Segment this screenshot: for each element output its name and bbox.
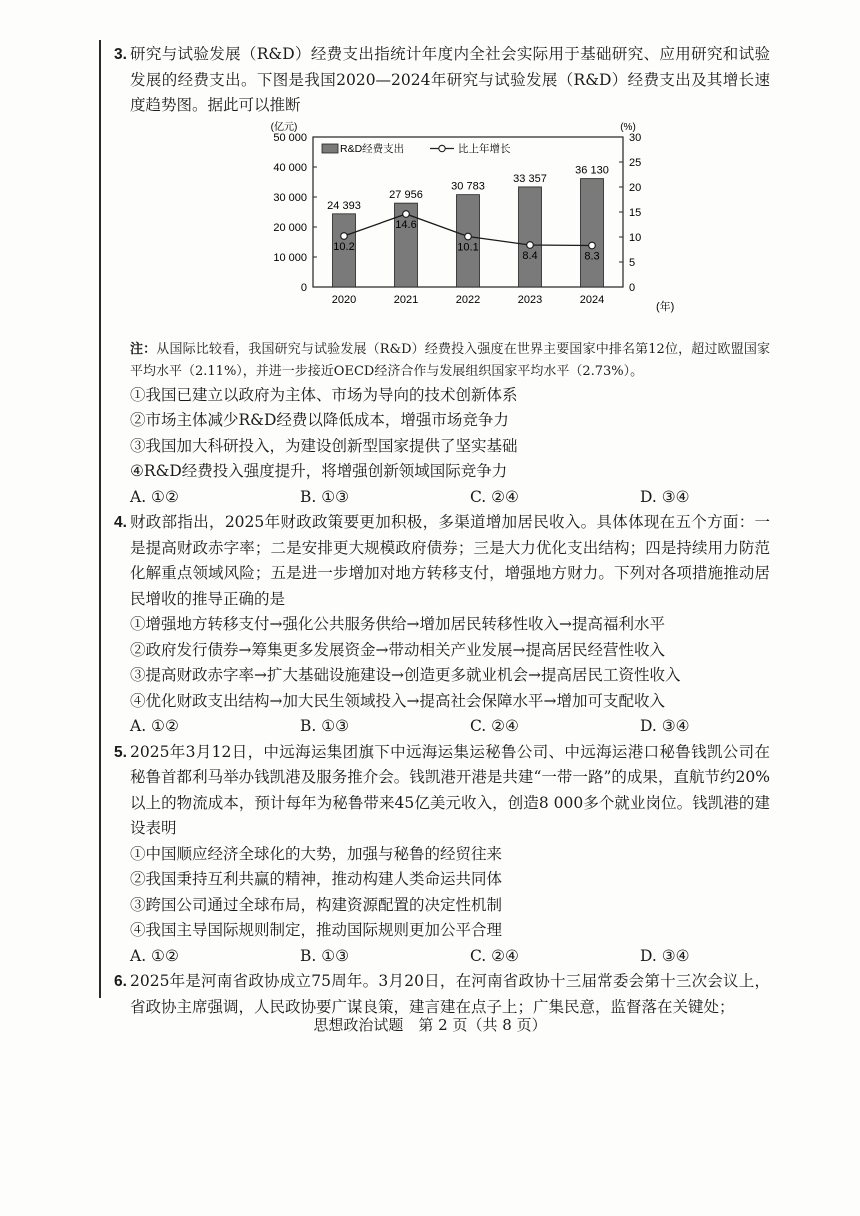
question-stem: 财政部指出，2025年财政政策要更加积极，多渠道增加居民收入。具体体现在五个方面：一是提高财政赤字率；二是安排更大规模政府债券；三是大力优化支出结构；四是持续用力防范化解重点领域风险；五是进一步增加对地方转移支付，增强地方财力。下列对各项措施推动居民增收的推导正确的是 — [130, 513, 770, 608]
option-4: ④我国主导国际规则制定，推动国际规则更加公平合理 — [130, 921, 503, 939]
answer-choices — [130, 714, 770, 740]
choice-c: C. ②④ — [470, 946, 519, 965]
question-3 — [114, 42, 770, 510]
x-tick-label: 2024 — [579, 293, 605, 306]
bar — [581, 178, 604, 286]
choice-b: B. ①③ — [300, 946, 350, 965]
question-number: 4. — [114, 514, 127, 531]
choice-c: C. ②④ — [470, 487, 519, 506]
note-text: 从国际比较看，我国研究与试验发展（R&D）经费投入强度在世界主要国家中排名第12位，超过欧盟国家平均水平（2.11%），并进一步接近OECD经济合作与发展组织国家平均水平（2.73%）。 — [130, 341, 770, 379]
option-1: ①我国已建立以政府为主体、市场为导向的技术创新体系 — [130, 385, 518, 404]
answer-choices — [130, 485, 770, 511]
x-tick-label: 2023 — [517, 293, 543, 306]
y-right-tick-label: 15 — [629, 206, 642, 219]
question-4 — [114, 510, 770, 740]
y-right-tick-label: 5 — [629, 256, 636, 269]
y-left-tick-label: 50 000 — [273, 131, 307, 144]
growth-value-label: 8.4 — [522, 249, 538, 262]
x-tick-label: 2020 — [331, 293, 357, 306]
page-footer: 思想政治试题 第 2 页（共 8 页） — [313, 1016, 547, 1034]
growth-value-label: 10.1 — [457, 241, 479, 253]
y-right-tick-label: 20 — [629, 181, 642, 194]
choice-b: B. ①③ — [300, 717, 350, 735]
option-4: ④优化财政支出结构→加大民生领域投入→提高社会保障水平→增加可支配收入 — [130, 691, 665, 710]
y-right-unit: (%) — [620, 121, 636, 133]
bar-value-label: 33 357 — [513, 172, 547, 185]
choice-a: A. ①② — [130, 946, 179, 965]
y-left-unit: (亿元) — [270, 121, 298, 133]
question-stem: 2025年3月12日，中远海运集团旗下中远海运集运秘鲁公司、中远海运港口秘鲁钱凯公司在秘鲁首都利马举办钱凯港及服务推介会。钱凯港开港是共建“一带一路”的成果，直航节约20%以上的物流成本，预计每年为秘鲁带来45亿美元收入，创造8 000多个就业岗位。钱凯港的建设表明 — [130, 742, 770, 837]
growth-point — [341, 232, 348, 239]
bar-value-label: 27 956 — [389, 188, 423, 201]
legend-line-marker — [439, 145, 445, 151]
legend-bar-swatch — [322, 144, 338, 153]
growth-value-label: 8.3 — [584, 250, 600, 262]
page-content — [114, 42, 770, 1020]
chart-svg — [130, 119, 770, 339]
y-left-tick-label: 10 000 — [273, 251, 307, 264]
answer-choices — [130, 944, 770, 970]
growth-point — [403, 210, 410, 217]
x-unit: (年) — [656, 300, 675, 313]
y-right-tick-label: 30 — [629, 131, 642, 144]
option-1: ①增强地方转移支付→强化公共服务供给→增加居民转移性收入→提高福利水平 — [130, 615, 665, 633]
y-left-tick-label: 30 000 — [273, 191, 307, 204]
question-number: 3. — [114, 46, 127, 63]
bar-value-label: 30 783 — [451, 180, 485, 193]
option-2: ②我国秉持互利共赢的精神，推动构建人类命运共同体 — [130, 870, 503, 888]
bar-value-label: 36 130 — [575, 164, 609, 177]
option-1: ①中国顺应经济全球化的大势，加强与秘鲁的经贸往来 — [130, 844, 503, 863]
note-label: 注： — [130, 341, 157, 357]
legend — [322, 142, 511, 155]
question-number: 5. — [114, 743, 127, 761]
question-5 — [114, 740, 770, 970]
option-3: ③我国加大科研投入，为建设创新型国家提供了坚实基础 — [130, 436, 518, 455]
option-4: ④R&D经费投入强度提升，将增强创新领域国际竞争力 — [130, 462, 508, 480]
y-left-tick-label: 40 000 — [273, 161, 307, 174]
growth-point — [589, 242, 596, 249]
growth-point — [465, 233, 472, 240]
rd-expenditure-chart — [130, 119, 770, 339]
binding-margin-line — [99, 40, 101, 998]
question-6 — [114, 969, 770, 1020]
choice-a: A. ①② — [130, 717, 179, 735]
question-stem: 2025年是河南省政协成立75周年。3月20日，在河南省政协十三届常委会第十三次会议上，省政协主席强调，人民政协要广谋良策，建言建在点子上；广集民意，监督落在关键处； — [130, 972, 770, 1016]
option-3: ③跨国公司通过全球布局，构建资源配置的决定性机制 — [130, 895, 503, 914]
choice-a: A. ①② — [130, 487, 179, 506]
y-right-tick-label: 10 — [629, 231, 642, 244]
y-right-tick-label: 25 — [629, 156, 642, 169]
legend-line-label: 比上年增长 — [458, 142, 511, 155]
choice-d: D. ③④ — [640, 487, 690, 506]
option-3: ③提高财政赤字率→扩大基础设施建设→创造更多就业机会→提高居民工资性收入 — [130, 666, 681, 684]
growth-value-label: 10.2 — [333, 240, 355, 253]
choice-b: B. ①③ — [300, 487, 350, 506]
bar — [519, 186, 542, 286]
x-tick-label: 2022 — [455, 293, 481, 306]
question-number: 6. — [114, 973, 127, 990]
choice-c: C. ②④ — [470, 717, 519, 735]
question-stem: 研究与试验发展（R&D）经费支出指统计年度内全社会实际用于基础研究、应用研究和试验发展的经费支出。下图是我国2020—2024年研究与试验发展（R&D）经费支出及其增长速度趋势图。据此可以推断 — [130, 45, 770, 114]
choice-d: D. ③④ — [640, 946, 690, 965]
option-2: ②政府发行债券→筹集更多发展资金→带动相关产业发展→提高居民经营性收入 — [130, 640, 665, 659]
choice-d: D. ③④ — [640, 717, 690, 735]
x-tick-label: 2021 — [393, 293, 419, 306]
growth-value-label: 14.6 — [395, 218, 417, 231]
y-right-tick-label: 0 — [629, 281, 636, 294]
y-left-tick-label: 0 — [300, 281, 307, 294]
option-2: ②市场主体减少R&D经费以降低成本，增强市场竞争力 — [130, 411, 509, 429]
bar-value-label: 24 393 — [327, 199, 361, 212]
growth-point — [527, 241, 534, 248]
legend-bar-label: R&D经费支出 — [340, 142, 405, 155]
chart-note — [130, 339, 770, 383]
y-left-tick-label: 20 000 — [273, 221, 307, 234]
